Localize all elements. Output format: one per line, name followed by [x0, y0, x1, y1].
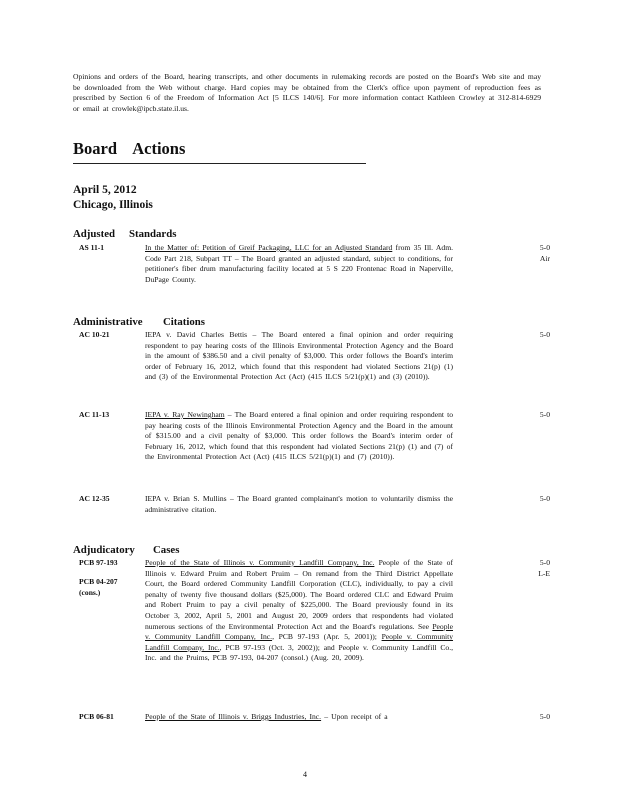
vote-category: L-E: [538, 568, 550, 578]
section-label-2: Standards: [129, 228, 177, 240]
vote-block: [530, 558, 550, 579]
section-label: Administrative: [73, 316, 143, 328]
case-link[interactable]: IEPA v. Ray Newingham: [145, 410, 225, 419]
section-label-2: Citations: [163, 316, 205, 328]
entry-body: People of the State of Illinois v. Edward Pruim and Robert Pruim – On remand from the Third District Appellate Court, the Board ordered Community Landfill Corporation (CLC), individually, to pay a civil penalty of twenty five thousand dollars ($25,000). The Board ordered CLC and Edward Pruim and Robert Pruim to pay a civil penalty of $225,000. The Board previously found in its October 3, 2002, April 5, 2001 and August 20, 2009 orders that respondents had violated numerous sections of the Environmental Protection Act and the Board's regulations. See: [145, 558, 453, 631]
case-link[interactable]: People of the State of Illinois v. Briggs Industries, Inc.: [145, 712, 322, 721]
page-number: 4: [303, 770, 307, 779]
entry-body: – The Board entered a final opinion and order requiring respondent to pay hearing costs of the Illinois Environmental Protection Agency and the Board in the amount of $315.00 and a civil penalty of $3,000. This order follows the Board's interim order of February 16, 2012, which found that this respondent had violated Sections 21(p) (1) and (7) of the Environmental Protection Act (Act) (415 ILCS 5/21(p)(1) and (7) (2010)).: [145, 410, 453, 462]
meeting-location: Chicago, Illinois: [73, 199, 153, 211]
docket-number: PCB 06-81: [79, 712, 114, 721]
entry-text: [145, 558, 453, 664]
entry-text: [145, 712, 453, 723]
docket-consolidated: (cons.): [79, 587, 101, 597]
vote-category: Air: [539, 253, 550, 263]
docket-number: AC 10-21: [79, 330, 110, 339]
section-label-2: Cases: [153, 544, 180, 556]
page-title: Board Actions: [73, 139, 186, 158]
section-label: Adjudicatory: [73, 544, 135, 556]
entry-body: , PCB 97-193 (Oct. 3, 2002)); and People v. Community Landfill Co., Inc. and the Pruims, PCB 97-193, 04-207 (consol.) (Aug. 20, 2009).: [145, 642, 454, 663]
vote-count: 5-0: [539, 494, 550, 503]
entry-body: – Upon receipt of a: [321, 712, 388, 721]
docket-number: PCB 04-207: [79, 576, 118, 586]
docket-number: AC 11-13: [79, 410, 110, 419]
entry-body: from 35 Ill. Adm. Code Part 218, Subpart TT – The Board granted an adjusted standard, subject to conditions, for petitioner's fiber drum manufacturing facility located at 5 S 220 Frontenac Road in Naperville, DuPage County.: [145, 243, 453, 284]
case-link[interactable]: People v. Community Landfill Company, Inc.: [145, 632, 454, 652]
vote-count: 5-0: [539, 712, 550, 721]
meeting-date: April 5, 2012: [73, 184, 137, 196]
entry-text: IEPA v. Brian S. Mullins – The Board granted complainant's motion to voluntarily dismiss the administrative citation.: [145, 494, 453, 514]
case-link[interactable]: In the Matter of: Petition of Greif Packaging, LLC for an Adjusted Standard: [145, 243, 393, 252]
entry-text: [145, 243, 453, 285]
vote-count: 5-0: [539, 410, 550, 419]
docket-number: AS 11-1: [79, 243, 105, 252]
title-rule: [73, 163, 366, 164]
vote-count: 5-0: [539, 243, 550, 252]
meeting-info: [73, 183, 153, 213]
case-link[interactable]: People of the State of Illinois v. Community Landfill Company, Inc.: [145, 558, 375, 567]
entry-text: [145, 410, 453, 463]
case-link[interactable]: People v. Community Landfill Company, Inc.: [145, 621, 453, 642]
vote-count: 5-0: [539, 558, 550, 567]
docket-number: PCB 97-193: [79, 558, 118, 567]
vote-count: 5-0: [539, 330, 550, 339]
intro-paragraph: Opinions and orders of the Board, hearing transcripts, and other documents in rulemaking records are posted on the Board's Web site and may be downloaded from the Web without charge. Hard copies may be obtained from the Clerk's office upon payment of reproduction fees as prescribed by Section 6 of the Freedom of Information Act [5 ILCS 140/6]. For more information contact Kathleen Crowley at 312-814-6929 or email at crowlek@ipcb.state.il.us.: [73, 72, 541, 113]
entry-text: IEPA v. David Charles Bettis – The Board entered a final opinion and order requiring respondent to pay hearing costs of the Illinois Environmental Protection Agency and the Board in the amount of $386.50 and a civil penalty of $3,000. This order follows the Board's interim order of February 16, 2012, which found that this respondent had violated Sections 21(p) (1) and (3) of the Environmental Protection Act (Act) (415 ILCS 5/21(p)(1) and (3) (2010)).: [145, 330, 453, 382]
vote-block: [530, 243, 550, 264]
docket-number: AC 12-35: [79, 494, 110, 503]
docket-numbers: [79, 558, 118, 598]
section-label: Adjusted: [73, 228, 115, 240]
entry-body: , PCB 97-193 (Apr. 5, 2001));: [272, 632, 382, 642]
